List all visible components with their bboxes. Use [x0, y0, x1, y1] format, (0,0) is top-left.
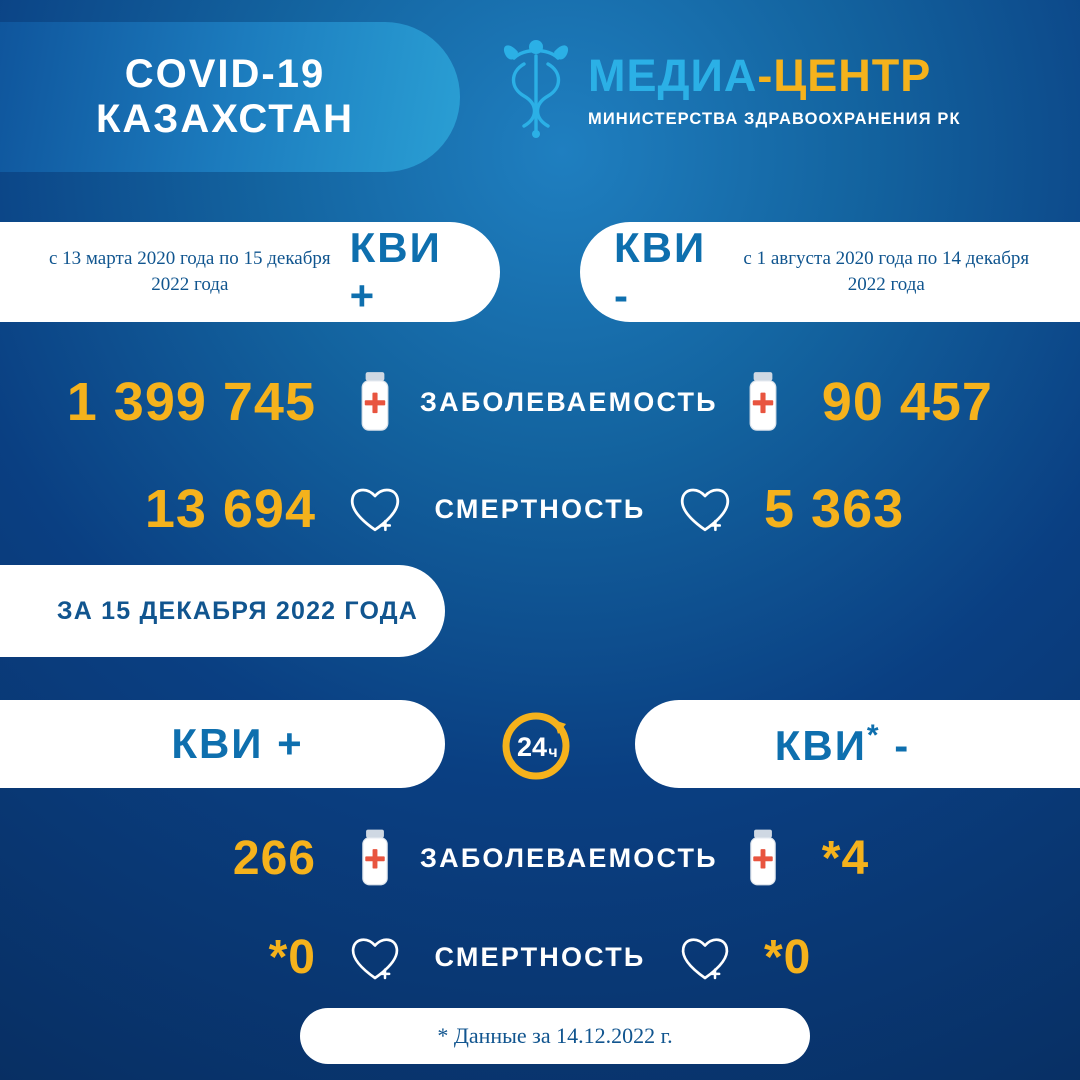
brand-title [588, 50, 961, 102]
footnote-text: * Данные за 14.12.2022 г. [437, 1023, 673, 1048]
incidence-label: ЗАБОЛЕВАЕМОСТЬ [420, 842, 718, 873]
daily-date-title: ЗА 15 ДЕКАБРЯ 2022 ГОДА [56, 596, 419, 625]
daily-positive-mortality-value: *0 [268, 931, 316, 984]
daily-negative-star: * [866, 718, 881, 752]
vaccine-bottle-icon [718, 828, 808, 888]
cumulative-positive-incidence-value: 1 399 745 [66, 372, 316, 432]
heart-pulse-icon [660, 933, 750, 983]
cumulative-positive-range: с 13 марта 2020 года по 15 декабря 2022 года [48, 248, 331, 295]
cumulative-positive-label: КВИ + [349, 224, 442, 319]
mortality-label: СМЕРТНОСТЬ [434, 493, 646, 524]
cumulative-negative-incidence-value: 90 457 [821, 372, 993, 432]
heart-pulse-icon [660, 483, 750, 535]
cumulative-positive-mortality-value: 13 694 [144, 479, 316, 539]
daily-date-pill [0, 565, 445, 657]
daily-negative-label-text: КВИ [774, 721, 867, 769]
incidence-label: ЗАБОЛЕВАЕМОСТЬ [420, 386, 718, 417]
brand-title-dash: - [757, 49, 774, 101]
daily-negative-label [775, 719, 911, 770]
table-row [0, 930, 1080, 985]
brand-title-part1: МЕДИА [588, 49, 758, 101]
brand-subtitle: МИНИСТЕРСТВА ЗДРАВООХРАНЕНИЯ РК [588, 109, 961, 128]
vaccine-bottle-icon [330, 370, 420, 434]
table-row [0, 370, 1080, 434]
24h-badge-icon [494, 702, 578, 786]
caduceus-icon [498, 34, 574, 138]
heart-pulse-icon [330, 933, 420, 983]
table-row [0, 478, 1080, 540]
daily-positive-label: КВИ + [171, 720, 304, 767]
covid-title-pill [0, 22, 460, 172]
brand-title-part2: ЦЕНТР [773, 49, 932, 101]
footnote-pill [300, 1008, 810, 1064]
brand-block [498, 34, 1058, 138]
mortality-label: СМЕРТНОСТЬ [434, 942, 646, 972]
cumulative-positive-pill [0, 222, 500, 322]
table-row [0, 828, 1080, 888]
heart-pulse-icon [330, 483, 420, 535]
covid-title-line2: КАЗАХСТАН [96, 97, 354, 141]
cumulative-negative-mortality-value: 5 363 [764, 479, 905, 539]
daily-positive-pill [0, 700, 445, 788]
daily-positive-incidence-value: 266 [232, 831, 316, 885]
daily-negative-sign: - [894, 721, 911, 769]
svg-text:24: 24 [516, 732, 548, 762]
svg-text:ч: ч [548, 744, 558, 761]
daily-negative-incidence-value: *4 [821, 831, 870, 885]
cumulative-negative-range: с 1 августа 2020 года по 14 декабря 2022 года [743, 248, 1030, 295]
daily-negative-pill [635, 700, 1080, 788]
vaccine-bottle-icon [718, 370, 808, 434]
daily-negative-mortality-value: *0 [764, 931, 812, 984]
vaccine-bottle-icon [330, 828, 420, 888]
cumulative-negative-label: КВИ - [614, 224, 707, 319]
covid-title-line1: COVID-19 [124, 52, 326, 97]
cumulative-negative-pill [580, 222, 1080, 322]
header [0, 0, 1080, 195]
